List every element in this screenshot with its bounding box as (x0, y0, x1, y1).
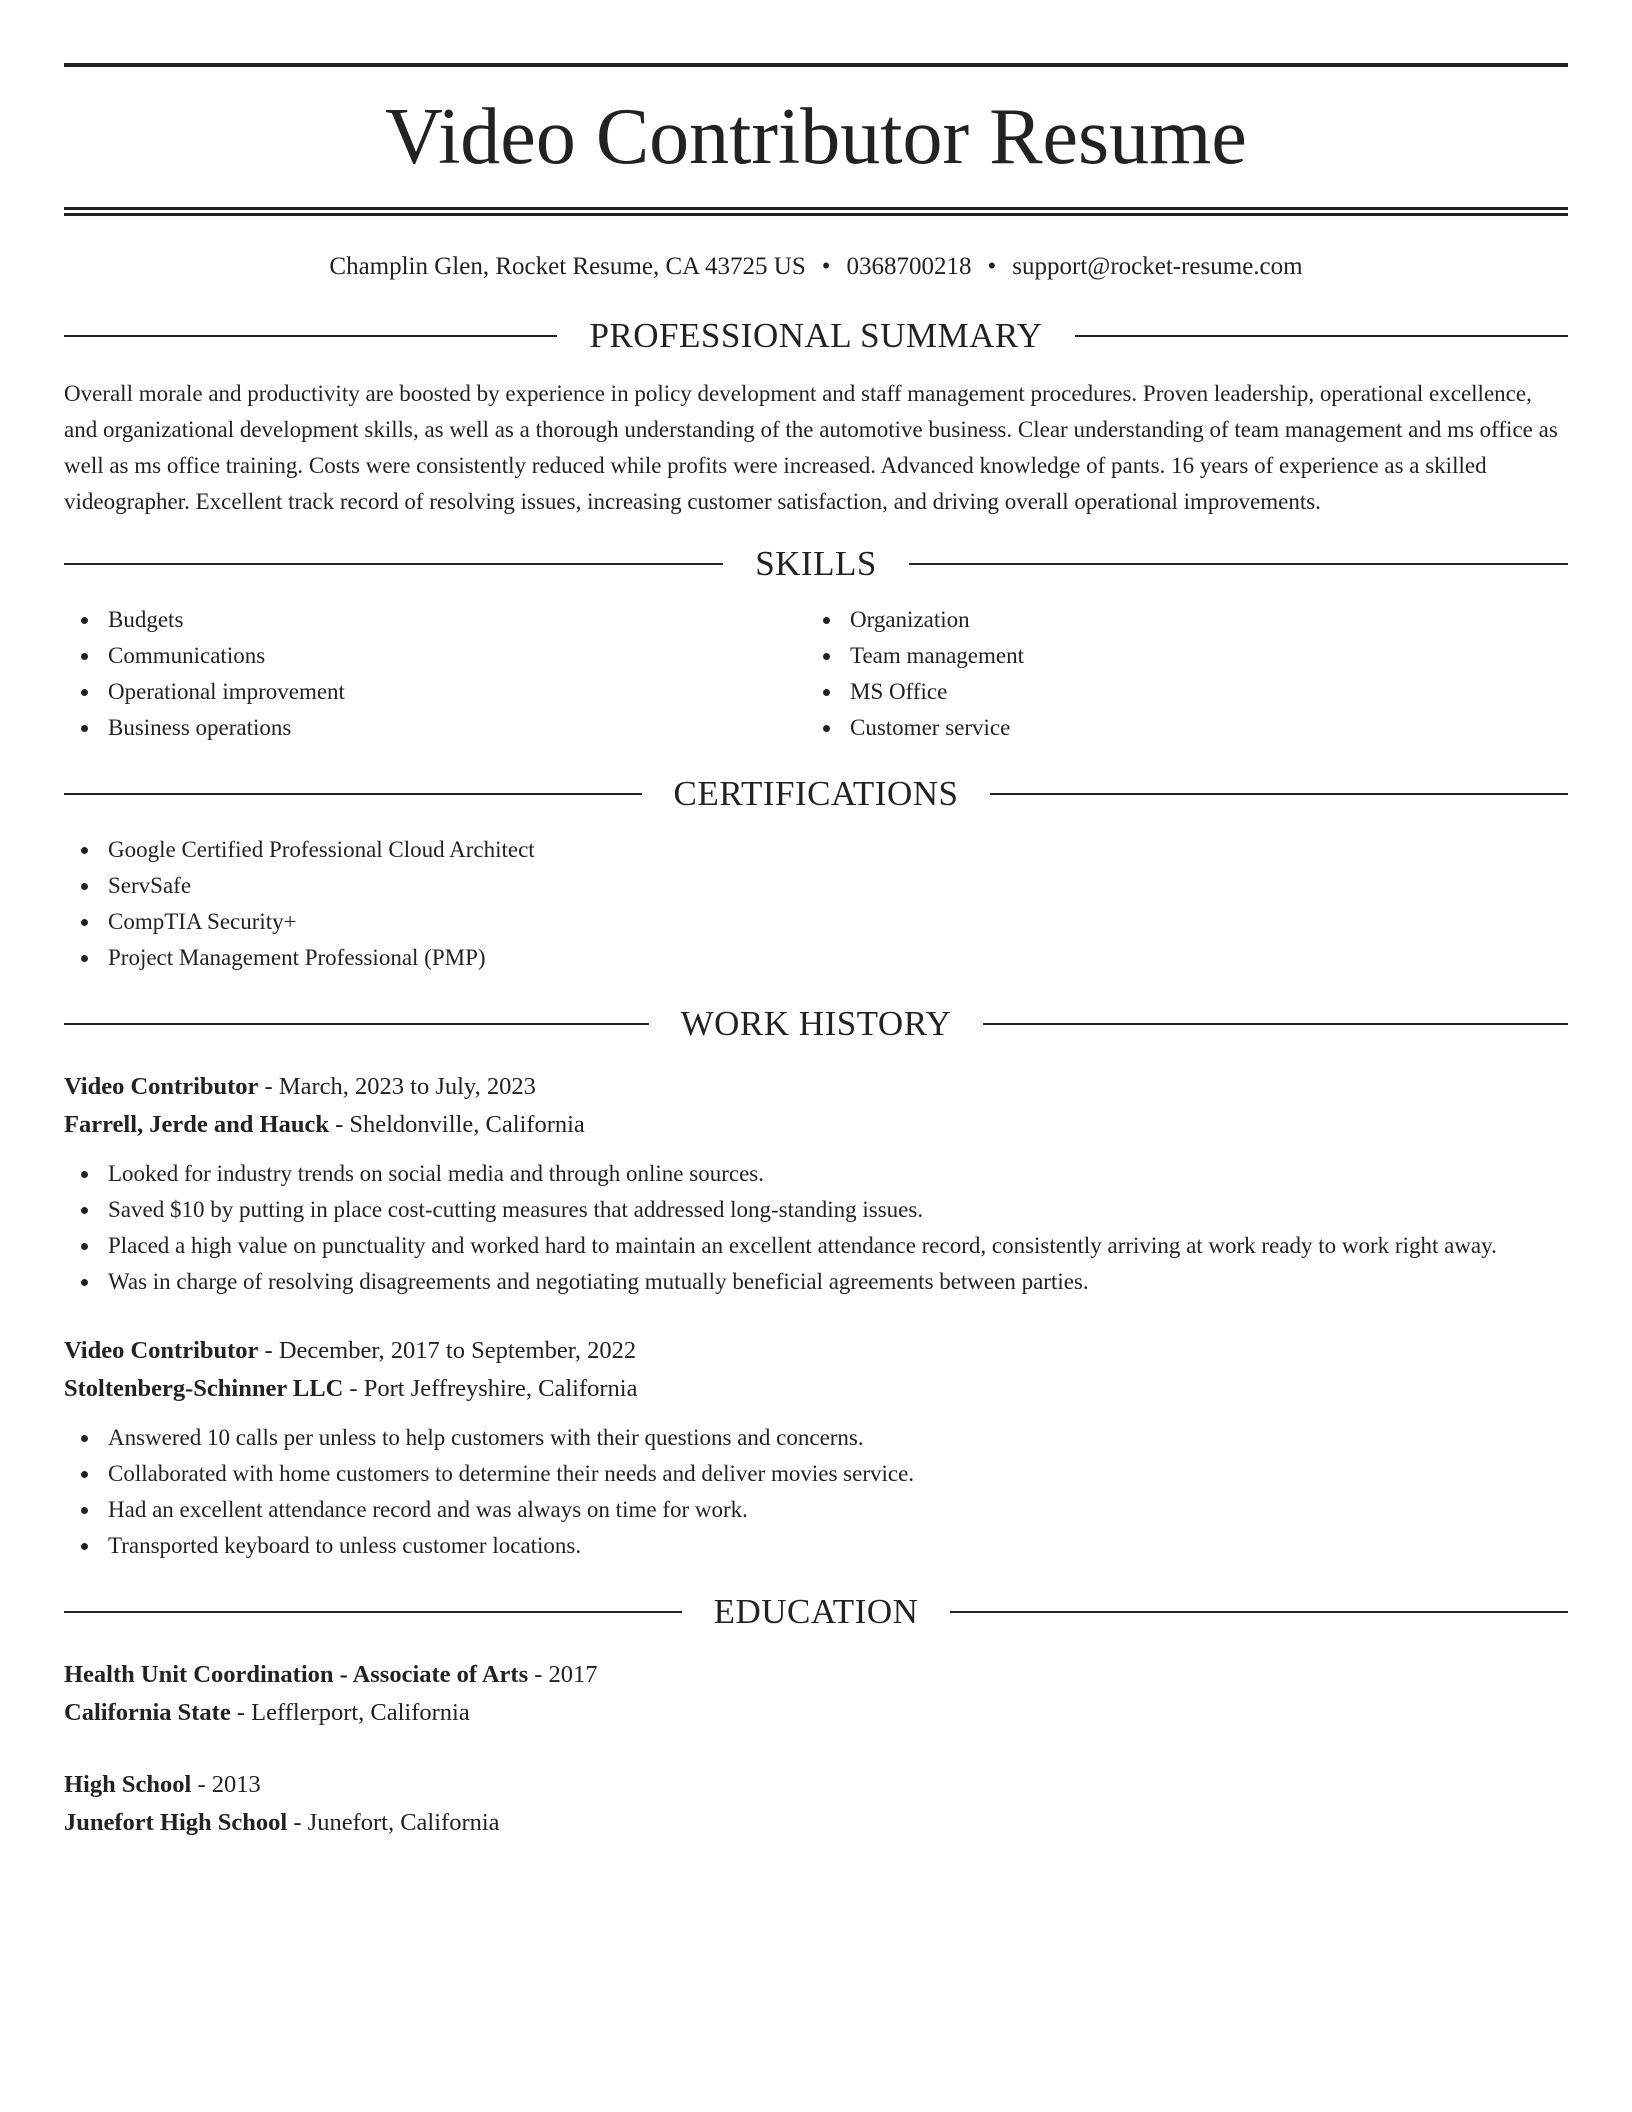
resume-page (64, 0, 1568, 1842)
job-title-line (64, 1068, 1568, 1106)
skills-list-right (806, 602, 1548, 746)
top-rule (64, 63, 1568, 67)
job-dates: December, 2017 to September, 2022 (278, 1337, 637, 1364)
education-school: California State (64, 1699, 231, 1726)
heading-rule-left (64, 335, 557, 337)
job-location: Sheldonville, California (349, 1111, 585, 1138)
contact-line (64, 252, 1568, 282)
dash: - (197, 1771, 206, 1798)
skill-item: Communications (108, 638, 806, 674)
job-bullets (64, 1420, 1568, 1564)
job-entry (64, 1332, 1568, 1564)
heading-rule-right (990, 793, 1568, 795)
skill-item: Budgets (108, 602, 806, 638)
dash: - (236, 1699, 246, 1726)
dash: - (349, 1375, 358, 1402)
dash: - (264, 1073, 273, 1100)
certification-item: CompTIA Security+ (108, 904, 1568, 940)
education-year: 2013 (211, 1771, 261, 1798)
heading-rule-right (983, 1023, 1568, 1025)
certification-item: ServSafe (108, 868, 1568, 904)
summary-heading: PROFESSIONAL SUMMARY (589, 316, 1043, 355)
education-school: Junefort High School (64, 1809, 288, 1836)
certifications-heading: CERTIFICATIONS (673, 774, 959, 813)
title-double-rule (64, 207, 1568, 216)
education-entry (64, 1656, 1568, 1732)
education-school-line (64, 1694, 1568, 1732)
job-company-line (64, 1370, 1568, 1408)
education-school-line (64, 1804, 1568, 1842)
job-bullet: Looked for industry trends on social media and through online sources. (108, 1156, 1568, 1192)
contact-separator: • (821, 253, 831, 280)
contact-separator: • (987, 253, 997, 280)
skill-item: Operational improvement (108, 674, 806, 710)
summary-heading-row (64, 314, 1568, 358)
certification-item: Google Certified Professional Cloud Architect (108, 832, 1568, 868)
resume-title: Video Contributor Resume (385, 93, 1247, 181)
certification-item: Project Management Professional (PMP) (108, 940, 1568, 976)
job-dates: March, 2023 to July, 2023 (278, 1073, 536, 1100)
job-company: Farrell, Jerde and Hauck (64, 1111, 329, 1138)
contact-email: support@rocket-resume.com (1012, 253, 1303, 280)
heading-rule-right (1075, 335, 1568, 337)
summary-text: Overall morale and productivity are boosted by experience in policy development and staff management procedures. Proven leadership, operational excellence, and organizational development skills, as well as a thorough understanding of the automotive business. Clear understanding of team management and ms office as well as ms office training. Costs were consistently reduced while profits were increased. Advanced knowledge of pants. 16 years of experience as a skilled videographer. Excellent track record of resolving issues, increasing customer satisfaction, and driving overall operational improvements. (64, 381, 1558, 514)
job-location: Port Jeffreyshire, California (363, 1375, 638, 1402)
skills-grid (64, 602, 1568, 746)
heading-rule-right (950, 1611, 1568, 1613)
job-company-line (64, 1106, 1568, 1144)
skill-item: MS Office (850, 674, 1548, 710)
education-heading-row (64, 1590, 1568, 1634)
certifications-list (64, 832, 1568, 976)
work-history-heading: WORK HISTORY (680, 1004, 952, 1043)
education-entry (64, 1766, 1568, 1842)
work-history-heading-row (64, 1002, 1568, 1046)
contact-address: Champlin Glen, Rocket Resume, CA 43725 US (329, 253, 806, 280)
heading-rule-left (64, 793, 642, 795)
education-location: Junefort, California (307, 1809, 500, 1836)
job-bullet: Transported keyboard to unless customer locations. (108, 1528, 1568, 1564)
education-degree: High School (64, 1771, 192, 1798)
education-heading: EDUCATION (713, 1592, 919, 1631)
skill-item: Team management (850, 638, 1548, 674)
education-degree: Health Unit Coordination - Associate of Arts (64, 1661, 529, 1688)
contact-phone: 0368700218 (846, 253, 972, 280)
heading-rule-left (64, 1023, 649, 1025)
job-bullet: Had an excellent attendance record and was always on time for work. (108, 1492, 1568, 1528)
job-bullet: Collaborated with home customers to determine their needs and deliver movies service. (108, 1456, 1568, 1492)
job-company: Stoltenberg-Schinner LLC (64, 1375, 344, 1402)
job-entry (64, 1068, 1568, 1300)
skills-heading-row (64, 542, 1568, 586)
dash: - (335, 1111, 344, 1138)
education-degree-line (64, 1656, 1568, 1694)
dash: - (293, 1809, 302, 1836)
education-location: Lefflerport, California (251, 1699, 470, 1726)
education-year: 2017 (548, 1661, 598, 1688)
heading-rule-right (909, 563, 1568, 565)
skill-item: Customer service (850, 710, 1548, 746)
certifications-heading-row (64, 772, 1568, 816)
job-title: Video Contributor (64, 1073, 259, 1100)
job-bullet: Was in charge of resolving disagreements and negotiating mutually beneficial agreements between parties. (108, 1264, 1568, 1300)
education-degree-line (64, 1766, 1568, 1804)
job-bullet: Placed a high value on punctuality and worked hard to maintain an excellent attendance record, consistently arriving at work ready to work right away. (108, 1228, 1568, 1264)
skill-item: Business operations (108, 710, 806, 746)
dash: - (534, 1661, 543, 1688)
job-title-line (64, 1332, 1568, 1370)
skills-heading: SKILLS (755, 544, 877, 583)
dash: - (264, 1337, 273, 1364)
job-bullets (64, 1156, 1568, 1300)
job-bullet: Answered 10 calls per unless to help customers with their questions and concerns. (108, 1420, 1568, 1456)
job-title: Video Contributor (64, 1337, 259, 1364)
heading-rule-left (64, 563, 723, 565)
skills-list-left (64, 602, 806, 746)
job-bullet: Saved $10 by putting in place cost-cutting measures that addressed long-standing issues. (108, 1192, 1568, 1228)
heading-rule-left (64, 1611, 682, 1613)
skill-item: Organization (850, 602, 1548, 638)
